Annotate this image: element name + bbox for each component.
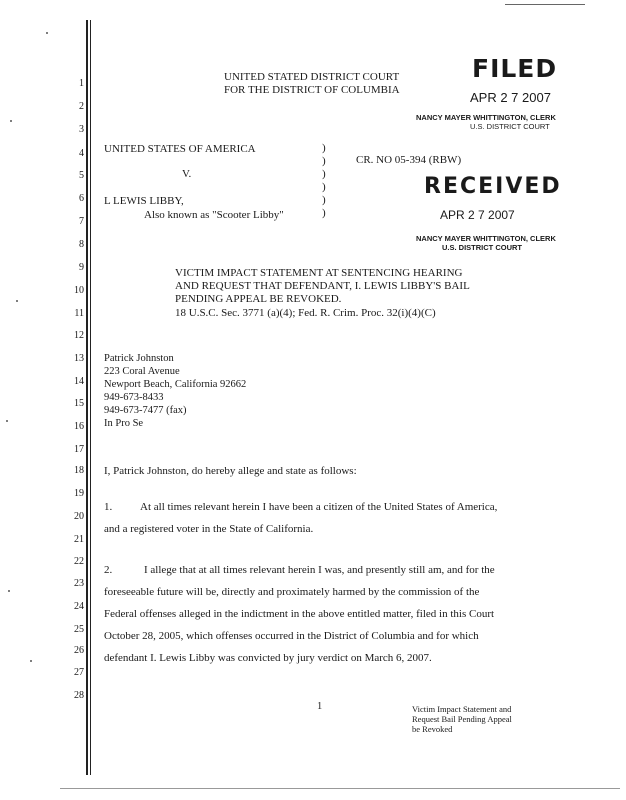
paragraph-2-line: I allege that at all times relevant herein I was, and presently still am, and for the: [144, 564, 495, 576]
caption-alias: Also known as "Scooter Libby": [144, 209, 284, 221]
line-number: 26: [74, 645, 84, 656]
scan-artifact-dot: [10, 120, 12, 122]
margin-rule-outer: [86, 20, 88, 775]
line-number: 14: [74, 376, 84, 387]
caption-paren: ): [322, 181, 326, 193]
scan-artifact-dot: [6, 420, 8, 422]
margin-rule-inner: [90, 20, 91, 775]
line-number: 7: [79, 216, 84, 227]
paragraph-1-line: and a registered voter in the State of California.: [104, 523, 314, 535]
scan-artifact-dot: [46, 32, 48, 34]
paragraph-number: 2.: [104, 564, 113, 576]
paragraph-2-line: foreseeable future will be, directly and proximately harmed by the commission of the: [104, 586, 480, 598]
caption-plaintiff: UNITED STATES OF AMERICA: [104, 143, 256, 155]
caption-defendant: L LEWIS LIBBY,: [104, 195, 184, 207]
line-number: 5: [79, 170, 84, 181]
received-stamp-court: U.S. DISTRICT COURT: [442, 243, 522, 252]
caption-paren: ): [322, 155, 326, 167]
line-number: 25: [74, 624, 84, 635]
line-number: 17: [74, 444, 84, 455]
court-name: UNITED STATED DISTRICT COURT: [224, 71, 400, 83]
doc-title-line3: PENDING APPEAL BE REVOKED.: [175, 293, 342, 305]
line-number: 3: [79, 124, 84, 135]
paragraph-2-line: October 28, 2005, which offenses occurred in the District of Columbia and for which: [104, 630, 479, 642]
address-city: Newport Beach, California 92662: [104, 379, 247, 390]
received-stamp-title: RECEIVED: [424, 174, 562, 199]
line-number: 24: [74, 601, 84, 612]
line-number: 22: [74, 556, 84, 567]
page-number: 1: [317, 701, 323, 712]
address-name: Patrick Johnston: [104, 353, 174, 364]
line-number: 18: [74, 465, 84, 476]
caption-versus: V.: [182, 168, 192, 180]
caption-paren: ): [322, 142, 326, 154]
paragraph-2-line: defendant I. Lewis Libby was convicted by jury verdict on March 6, 2007.: [104, 652, 432, 664]
line-number: 13: [74, 353, 84, 364]
received-stamp-clerk: NANCY MAYER WHITTINGTON, CLERK: [416, 234, 556, 243]
address-phone: 949-673-8433: [104, 392, 164, 403]
filed-stamp-court: U.S. DISTRICT COURT: [470, 122, 550, 131]
scan-artifact-top: [505, 4, 585, 5]
address-status: In Pro Se: [104, 418, 144, 429]
line-number: 9: [79, 262, 84, 273]
footer-label-line1: Victim Impact Statement and: [412, 704, 512, 714]
line-number: 19: [74, 488, 84, 499]
footer-label-line2: Request Bail Pending Appeal: [412, 714, 512, 724]
line-number: 21: [74, 534, 84, 545]
line-number: 12: [74, 330, 84, 341]
line-number: 8: [79, 239, 84, 250]
line-number: 1: [79, 78, 84, 89]
line-number: 15: [74, 398, 84, 409]
filed-stamp-date: APR 2 7 2007: [470, 90, 551, 105]
line-number: 27: [74, 667, 84, 678]
scan-artifact-dot: [16, 300, 18, 302]
paragraph-number: 1.: [104, 501, 113, 513]
body-intro: I, Patrick Johnston, do hereby allege and state as follows:: [104, 465, 357, 477]
address-fax: 949-673-7477 (fax): [104, 405, 187, 416]
line-number: 23: [74, 578, 84, 589]
line-number: 2: [79, 101, 84, 112]
line-number: 16: [74, 421, 84, 432]
filed-stamp-title: FILED: [472, 54, 558, 83]
line-number: 4: [79, 148, 84, 159]
line-number: 20: [74, 511, 84, 522]
filed-stamp-clerk: NANCY MAYER WHITTINGTON, CLERK: [416, 113, 556, 122]
caption-paren: ): [322, 168, 326, 180]
received-stamp-date: APR 2 7 2007: [440, 208, 515, 222]
caption-paren: ): [322, 194, 326, 206]
footer-label-line3: be Revoked: [412, 724, 453, 734]
scan-artifact-dot: [30, 660, 32, 662]
scan-artifact-bottom: [60, 788, 620, 789]
line-number: 10: [74, 285, 84, 296]
court-district: FOR THE DISTRICT OF COLUMBIA: [224, 84, 400, 96]
paragraph-2-line: Federal offenses alleged in the indictment in the above entitled matter, filed in this Court: [104, 608, 495, 620]
address-street: 223 Coral Avenue: [104, 366, 180, 377]
doc-title-line2: AND REQUEST THAT DEFENDANT, I. LEWIS LIBBY'S BAIL: [175, 280, 470, 292]
paragraph-1-line: At all times relevant herein I have been a citizen of the United States of America,: [140, 501, 498, 513]
line-number: 11: [74, 308, 84, 319]
scan-artifact-dot: [8, 590, 10, 592]
case-number: CR. NO 05-394 (RBW): [356, 154, 462, 166]
caption-paren: ): [322, 207, 326, 219]
doc-title-line1: VICTIM IMPACT STATEMENT AT SENTENCING HEARING: [175, 267, 463, 279]
line-number: 28: [74, 690, 84, 701]
doc-title-line4: 18 U.S.C. Sec. 3771 (a)(4); Fed. R. Crim. Proc. 32(i)(4)(C): [175, 307, 436, 319]
line-number: 6: [79, 193, 84, 204]
